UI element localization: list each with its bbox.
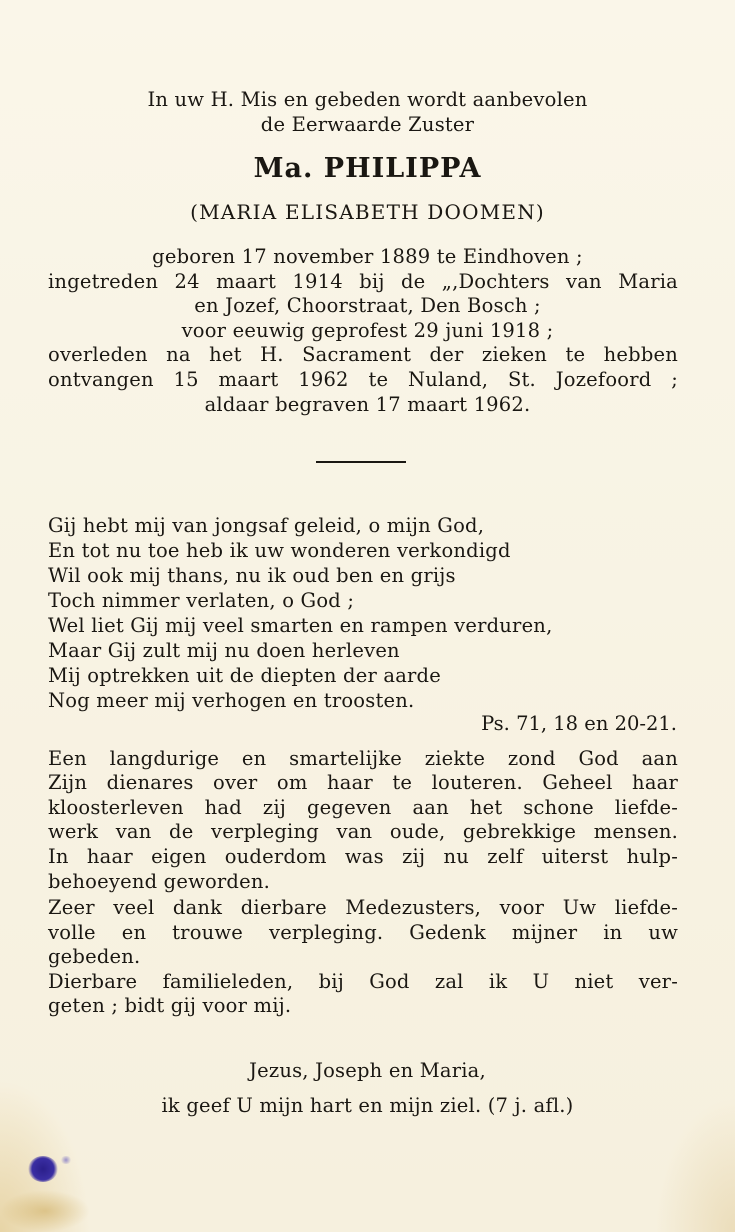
psalm-line-1: Gij hebt mij van jongsaf geleid, o mijn God,: [48, 514, 485, 537]
psalm-line-3: Wil ook mij thans, nu ik oud ben en grijs: [48, 564, 456, 587]
psalm-line-7: Mij optrekken uit de diepten der aarde: [48, 664, 441, 687]
deceased-name: Ma. PHILIPPA: [253, 153, 482, 184]
closing-line-1: Jezus, Joseph en Maria,: [249, 1059, 486, 1082]
text2-line-2: volle en trouwe verpleging. Gedenk mijner in uw: [48, 921, 678, 944]
bio-line-1: geboren 17 november 1889 te Eindhoven ;: [152, 245, 583, 268]
intro-line-2: de Eerwaarde Zuster: [260, 113, 475, 136]
ink-speck: [60, 1156, 72, 1164]
text2-line-3: gebeden.: [48, 945, 141, 968]
text1-line-4: werk van de verpleging van oude, gebrekkige mensen.: [48, 820, 678, 843]
bio-line-2: ingetreden 24 maart 1914 bij de „,Dochters van Maria: [48, 270, 678, 293]
psalm-line-5: Wel liet Gij mij veel smarten en rampen verduren,: [48, 614, 553, 637]
text1-line-6: behoeyend geworden.: [48, 870, 271, 893]
text1-line-1: Een langdurige en smartelijke ziekte zond God aan: [48, 747, 678, 770]
text2-line-1: Zeer veel dank dierbare Medezusters, voor Uw liefde-: [48, 896, 678, 919]
bio-line-5: overleden na het H. Sacrament der zieken te hebben: [48, 343, 678, 366]
bio-line-3: en Jozef, Choorstraat, Den Bosch ;: [194, 294, 541, 317]
psalm-reference: Ps. 71, 18 en 20-21.: [481, 712, 677, 735]
bio-line-6: ontvangen 15 maart 1962 te Nuland, St. Jozefoord ;: [48, 368, 678, 391]
psalm-line-4: Toch nimmer verlaten, o God ;: [48, 589, 355, 612]
intro-line-1: In uw H. Mis en gebeden wordt aanbevolen: [147, 88, 588, 111]
ink-stain: [28, 1156, 58, 1182]
bio-line-7: aldaar begraven 17 maart 1962.: [204, 393, 531, 416]
psalm-line-2: En tot nu toe heb ik uw wonderen verkondigd: [48, 539, 511, 562]
psalm-line-8: Nog meer mij verhogen en troosten.: [48, 689, 415, 712]
psalm-line-6: Maar Gij zult mij nu doen herleven: [48, 639, 400, 662]
text1-line-5: In haar eigen ouderdom was zij nu zelf uiterst hulp-: [48, 845, 678, 868]
text3-line-1: Dierbare familieleden, bij God zal ik U niet ver-: [48, 970, 678, 993]
divider: [316, 461, 406, 463]
bio-line-4: voor eeuwig geprofest 29 juni 1918 ;: [181, 319, 554, 342]
closing-line-2: ik geef U mijn hart en mijn ziel. (7 j. afl.): [161, 1094, 574, 1117]
civil-name: (MARIA ELISABETH DOOMEN): [190, 200, 545, 224]
text3-line-2: geten ; bidt gij voor mij.: [48, 994, 292, 1017]
age-stain: [0, 1190, 90, 1232]
text1-line-3: kloosterleven had zij gegeven aan het schone liefde-: [48, 796, 678, 819]
text1-line-2: Zijn dienares over om haar te louteren. Geheel haar: [48, 771, 678, 794]
